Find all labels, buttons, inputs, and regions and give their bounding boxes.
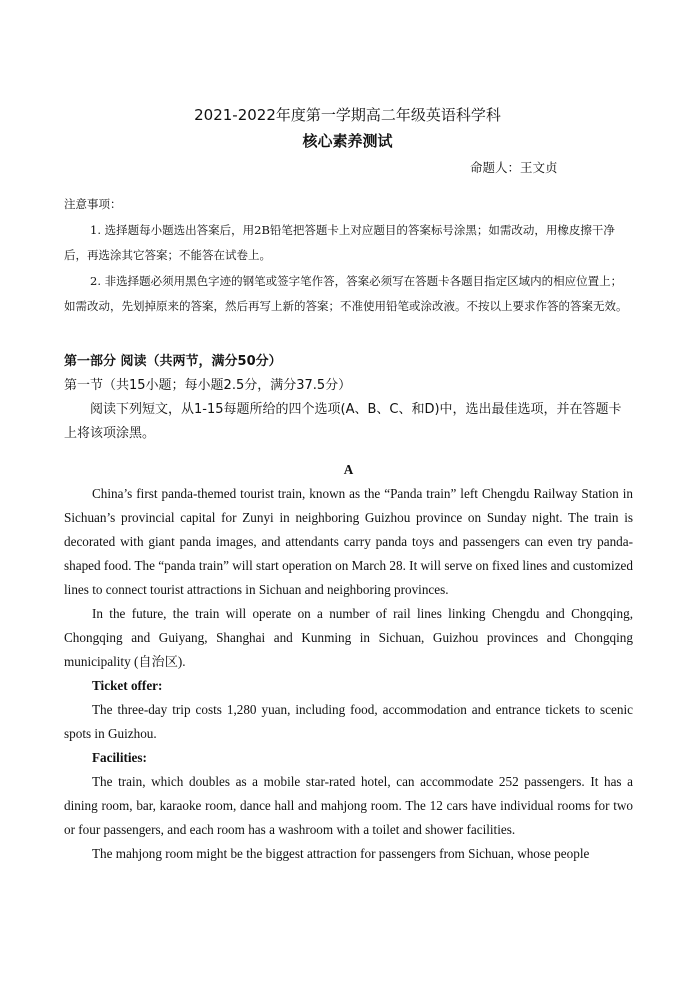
notes-item-2: 2. 非选择题必须用黑色字迹的钢笔或签字笔作答，答案必须写在答题卡各题目指定区域内的相应位置上；如需改动，先划掉原来的答案，然后再写上新的答案；不准使用铅笔或涂改液。不按以上要求作答的答案无效。 (64, 273, 628, 313)
notes-heading: 注意事项： (64, 197, 122, 211)
passage-label: A (343, 462, 354, 477)
passage-paragraph: In the future, the train will operate on a number of rail lines linking Chengdu and Chongqing, Chongqing and Guiyang, Shanghai and Kunming in Sichuan, Guizhou provinces and Chongqing municipality (自治区). (64, 606, 633, 669)
exam-author: 命题人：王文贞 (470, 160, 558, 175)
passage-paragraph: The three-day trip costs 1,280 yuan, including food, accommodation and entrance tickets to scenic spots in Guizhou. (64, 702, 633, 741)
facilities-heading: Facilities: (92, 750, 147, 765)
instruction-text: 阅读下列短文，从1-15每题所给的四个选项(A、B、C、和D)中，选出最佳选项，并在答题卡上将该项涂黑。 (64, 402, 622, 441)
passage-paragraph: China’s first panda-themed tourist train, known as the “Panda train” left Chengdu Railway Station in Sichuan’s provincial capital for Zunyi in neighboring Guizhou province on Sunday night. The train is decorated with giant panda images, and attendants carry panda toys and passengers can even try panda-shaped food. The “panda train” will start operation on March 28. It will serve on fixed lines and customized lines to connect tourist attractions in Sichuan and neighboring provinces. (64, 486, 633, 597)
exam-title: 2021-2022年度第一学期高二年级英语科学科 (194, 106, 501, 124)
passage-paragraph: The train, which doubles as a mobile star-rated hotel, can accommodate 252 passengers. It has a dining room, bar, karaoke room, dance hall and mahjong room. The 12 cars have individual rooms for two or four passengers, and each room has a washroom with a toilet and shower facilities. (64, 774, 633, 837)
ticket-offer-heading: Ticket offer: (92, 678, 163, 693)
part-heading: 第一部分 阅读（共两节，满分50分） (64, 354, 282, 369)
passage-paragraph: The mahjong room might be the biggest attraction for passengers from Sichuan, whose people (92, 846, 590, 861)
notes-item-1: 1. 选择题每小题选出答案后，用2B铅笔把答题卡上对应题目的答案标号涂黑；如需改动，用橡皮擦干净后，再选涂其它答案；不能答在试卷上。 (64, 222, 615, 262)
reading-section (64, 350, 633, 446)
exam-notes (64, 192, 633, 320)
exam-subtitle: 核心素养测试 (302, 132, 393, 150)
passage-a (64, 458, 633, 866)
sub-heading: 第一节（共15小题；每小题2.5分，满分37.5分） (64, 378, 352, 393)
